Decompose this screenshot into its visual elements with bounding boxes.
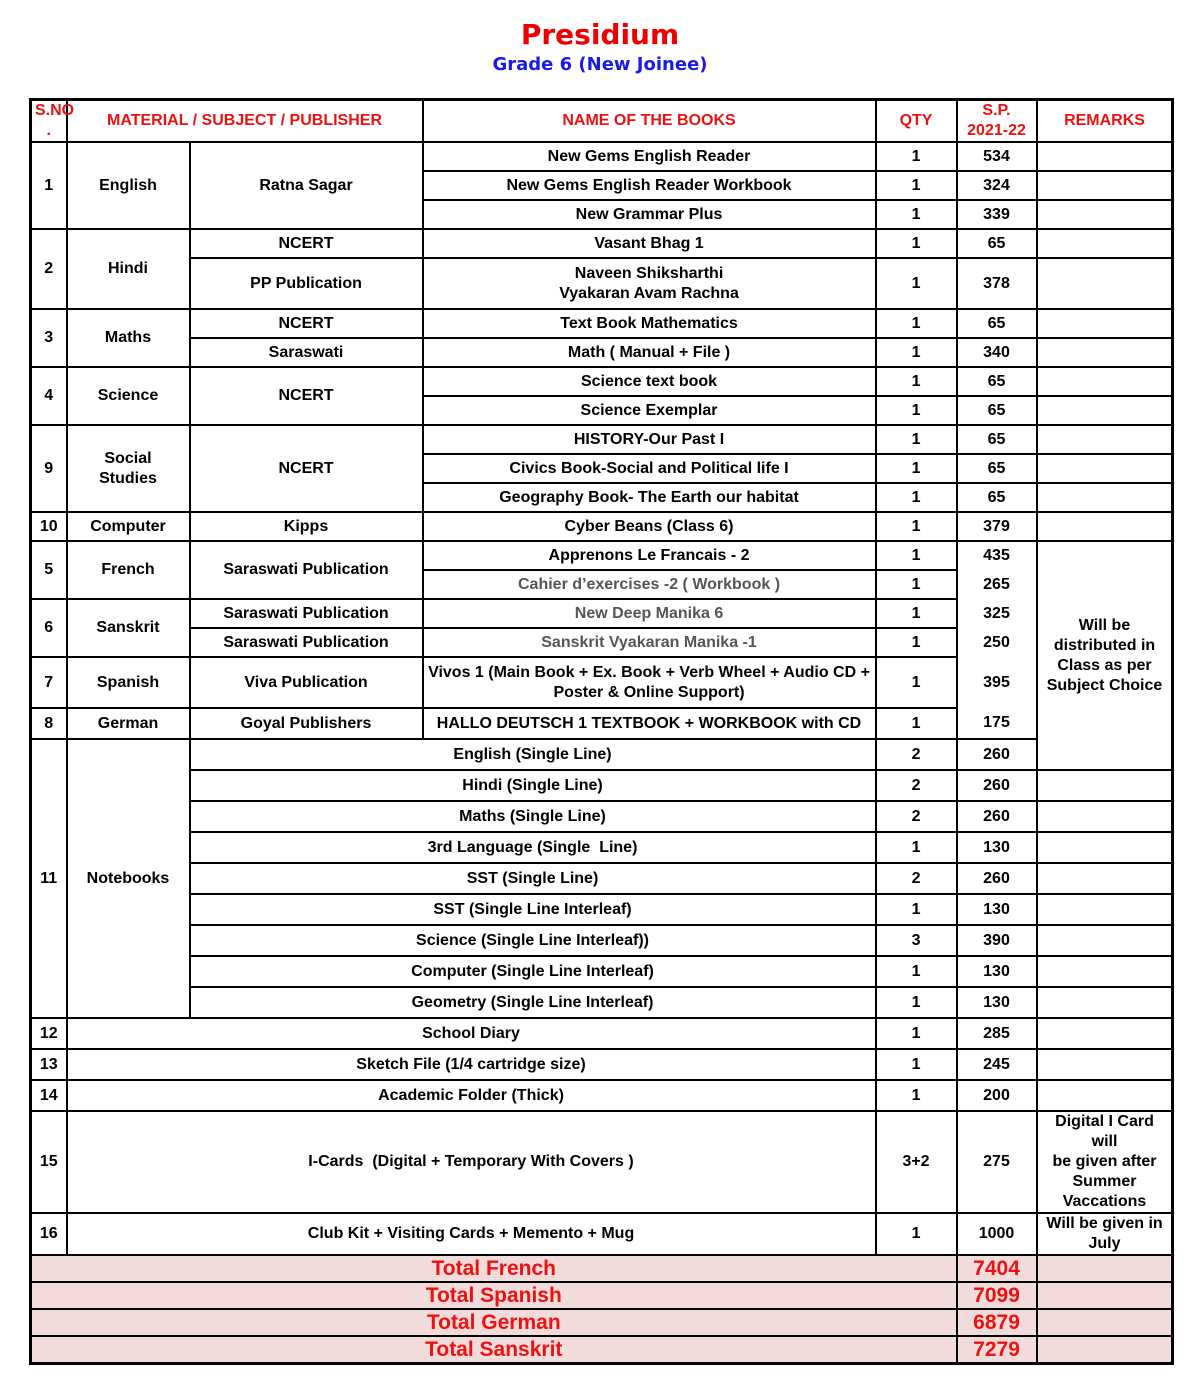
book-name-line: Poster & Online Support)	[553, 683, 745, 701]
qty-cell: 3+2	[876, 1111, 957, 1213]
publisher-cell: NCERT	[190, 229, 423, 258]
remarks-cell	[1037, 863, 1173, 894]
publisher-cell: Ratna Sagar	[190, 142, 423, 229]
sno-cell: 8	[31, 708, 67, 739]
language-remark-cell	[1037, 541, 1173, 770]
total-row	[31, 1309, 1173, 1336]
publisher-cell: Kipps	[190, 512, 423, 541]
notebook-name-cell: English (Single Line)	[190, 739, 876, 770]
subject-cell: Computer	[67, 512, 190, 541]
page-subtitle: Grade 6 (New Joinee)	[492, 54, 708, 75]
header-sp-label: S.P.	[982, 102, 1011, 119]
table-row	[31, 599, 1173, 628]
price-cell: 130	[957, 987, 1037, 1018]
price-cell: 390	[957, 925, 1037, 956]
sno-cell: 10	[31, 512, 67, 541]
table-row	[31, 832, 1173, 863]
sno-cell: 5	[31, 541, 67, 599]
price-cell: 339	[957, 200, 1037, 229]
remarks-cell	[1037, 925, 1173, 956]
qty-cell: 1	[876, 1049, 957, 1080]
total-value: 7279	[957, 1336, 1037, 1364]
sno-cell: 9	[31, 425, 67, 512]
publisher-cell: PP Publication	[190, 258, 423, 309]
remarks-cell	[1037, 483, 1173, 512]
table-row	[31, 956, 1173, 987]
price-cell: 265	[957, 570, 1037, 599]
remarks-cell	[1037, 396, 1173, 425]
table-row	[31, 338, 1173, 367]
remark-line: be given after	[1052, 1153, 1157, 1170]
price-cell: 435	[957, 541, 1037, 570]
sno-cell: 11	[31, 739, 67, 1018]
price-cell: 65	[957, 483, 1037, 512]
subject-cell: Sanskrit	[67, 599, 190, 657]
remarks-cell	[1037, 200, 1173, 229]
sno-cell: 4	[31, 367, 67, 425]
book-name-cell: Math ( Manual + File )	[423, 338, 876, 367]
sno-cell: 13	[31, 1049, 67, 1080]
sno-cell: 1	[31, 142, 67, 229]
qty-cell: 1	[876, 142, 957, 171]
qty-cell: 1	[876, 657, 957, 708]
table-row	[31, 628, 1173, 657]
notebook-name-cell: 3rd Language (Single Line)	[190, 832, 876, 863]
qty-cell: 1	[876, 367, 957, 396]
remarks-cell	[1037, 987, 1173, 1018]
book-name-cell	[423, 258, 876, 309]
table-row	[31, 657, 1173, 708]
total-row	[31, 1255, 1173, 1282]
price-cell: 340	[957, 338, 1037, 367]
remarks-cell	[1037, 894, 1173, 925]
item-name-cell: Sketch File (1/4 cartridge size)	[67, 1049, 876, 1080]
qty-cell: 1	[876, 483, 957, 512]
qty-cell: 1	[876, 229, 957, 258]
total-label: Total Spanish	[31, 1282, 957, 1309]
table-row	[31, 1049, 1173, 1080]
total-row	[31, 1336, 1173, 1364]
price-cell: 325	[957, 599, 1037, 628]
price-cell: 260	[957, 739, 1037, 770]
qty-cell: 2	[876, 739, 957, 770]
notebook-name-cell: Science (Single Line Interleaf))	[190, 925, 876, 956]
sno-cell: 16	[31, 1213, 67, 1255]
notebook-name-cell: SST (Single Line)	[190, 863, 876, 894]
qty-cell: 1	[876, 541, 957, 570]
remarks-cell	[1037, 832, 1173, 863]
table-row	[31, 1018, 1173, 1049]
header-qty: QTY	[876, 100, 957, 143]
book-list-table	[29, 98, 1174, 1365]
qty-cell: 3	[876, 925, 957, 956]
table-row	[31, 425, 1173, 454]
table-row	[31, 258, 1173, 309]
book-name-cell: New Grammar Plus	[423, 200, 876, 229]
remarks-cell	[1037, 1111, 1173, 1213]
item-name-cell: Club Kit + Visiting Cards + Memento + Mug	[67, 1213, 876, 1255]
price-cell: 395	[957, 657, 1037, 708]
table-row	[31, 541, 1173, 570]
table-row	[31, 512, 1173, 541]
table-row	[31, 1111, 1173, 1213]
qty-cell: 1	[876, 454, 957, 483]
subject-cell: English	[67, 142, 190, 229]
table-row	[31, 142, 1173, 171]
price-cell: 250	[957, 628, 1037, 657]
remark-line: Will be given in	[1046, 1215, 1163, 1232]
book-name-line: Naveen Shiksharthi	[574, 264, 724, 282]
qty-cell: 1	[876, 708, 957, 739]
notebook-name-cell: SST (Single Line Interleaf)	[190, 894, 876, 925]
book-name-cell: Cahier d’exercises -2 ( Workbook )	[423, 570, 876, 599]
remarks-cell	[1037, 1080, 1173, 1111]
remarks-cell	[1037, 1213, 1173, 1255]
publisher-cell: Saraswati Publication	[190, 541, 423, 599]
qty-cell: 1	[876, 425, 957, 454]
table-row	[31, 708, 1173, 739]
book-name-cell: Geography Book- The Earth our habitat	[423, 483, 876, 512]
price-cell: 65	[957, 309, 1037, 338]
qty-cell: 1	[876, 1080, 957, 1111]
item-name-cell: Academic Folder (Thick)	[67, 1080, 876, 1111]
total-value: 7099	[957, 1282, 1037, 1309]
subject-line: Studies	[99, 469, 157, 487]
remarks-cell	[1037, 801, 1173, 832]
book-name-cell: Apprenons Le Francais - 2	[423, 541, 876, 570]
page-title: Presidium	[520, 18, 680, 51]
price-cell: 285	[957, 1018, 1037, 1049]
remarks-cell	[1037, 512, 1173, 541]
price-cell: 379	[957, 512, 1037, 541]
price-cell: 245	[957, 1049, 1037, 1080]
qty-cell: 1	[876, 987, 957, 1018]
remarks-cell	[1037, 258, 1173, 309]
price-cell: 1000	[957, 1213, 1037, 1255]
remarks-cell	[1037, 367, 1173, 396]
sno-cell: 3	[31, 309, 67, 367]
price-cell: 534	[957, 142, 1037, 171]
subject-line: Social	[104, 449, 152, 467]
subject-cell: Notebooks	[67, 739, 190, 1018]
table-row	[31, 1080, 1173, 1111]
table-row	[31, 367, 1173, 396]
subject-cell: Science	[67, 367, 190, 425]
total-blank-cell	[1037, 1255, 1173, 1282]
notebook-name-cell: Hindi (Single Line)	[190, 770, 876, 801]
qty-cell: 2	[876, 801, 957, 832]
price-cell: 378	[957, 258, 1037, 309]
book-name-line: Vivos 1 (Main Book + Ex. Book + Verb Wheel + Audio CD +	[428, 663, 870, 681]
price-cell: 175	[957, 708, 1037, 739]
price-cell: 260	[957, 770, 1037, 801]
header-books: NAME OF THE BOOKS	[423, 100, 876, 143]
book-name-line: Vyakaran Avam Rachna	[559, 284, 739, 302]
book-name-cell	[423, 657, 876, 708]
price-cell: 260	[957, 801, 1037, 832]
price-cell: 275	[957, 1111, 1037, 1213]
price-cell: 65	[957, 229, 1037, 258]
total-value: 7404	[957, 1255, 1037, 1282]
qty-cell: 1	[876, 1213, 957, 1255]
subject-cell: Hindi	[67, 229, 190, 309]
price-cell: 65	[957, 367, 1037, 396]
qty-cell: 1	[876, 396, 957, 425]
book-name-cell: HALLO DEUTSCH 1 TEXTBOOK + WORKBOOK with CD	[423, 708, 876, 739]
remarks-cell	[1037, 171, 1173, 200]
subject-cell: French	[67, 541, 190, 599]
qty-cell: 1	[876, 512, 957, 541]
subject-cell	[67, 425, 190, 512]
remarks-cell	[1037, 770, 1173, 801]
header-sp-year: 2021-22	[967, 122, 1026, 139]
publisher-cell: Goyal Publishers	[190, 708, 423, 739]
remark-line: Vaccations	[1062, 1193, 1147, 1210]
header-remarks: REMARKS	[1037, 100, 1173, 143]
price-cell: 200	[957, 1080, 1037, 1111]
sno-cell: 2	[31, 229, 67, 309]
publisher-cell: NCERT	[190, 425, 423, 512]
publisher-cell: Saraswati Publication	[190, 628, 423, 657]
notebook-name-cell: Maths (Single Line)	[190, 801, 876, 832]
remarks-cell	[1037, 309, 1173, 338]
total-row	[31, 1282, 1173, 1309]
publisher-cell: Viva Publication	[190, 657, 423, 708]
qty-cell: 1	[876, 956, 957, 987]
price-cell: 65	[957, 454, 1037, 483]
publisher-cell: NCERT	[190, 309, 423, 338]
total-label: Total Sanskrit	[31, 1336, 957, 1364]
total-value: 6879	[957, 1309, 1037, 1336]
remark-line: Will be	[1078, 616, 1131, 634]
book-name-cell: Vasant Bhag 1	[423, 229, 876, 258]
item-name-cell: School Diary	[67, 1018, 876, 1049]
remarks-cell	[1037, 1018, 1173, 1049]
sno-cell: 6	[31, 599, 67, 657]
price-cell: 324	[957, 171, 1037, 200]
book-name-cell: New Deep Manika 6	[423, 599, 876, 628]
item-name-cell: I-Cards (Digital + Temporary With Covers )	[67, 1111, 876, 1213]
remark-line: Class as per	[1057, 656, 1152, 674]
price-cell: 260	[957, 863, 1037, 894]
book-name-cell: Civics Book-Social and Political life I	[423, 454, 876, 483]
total-label: Total French	[31, 1255, 957, 1282]
qty-cell: 1	[876, 570, 957, 599]
publisher-cell: NCERT	[190, 367, 423, 425]
remarks-cell	[1037, 1049, 1173, 1080]
qty-cell: 1	[876, 628, 957, 657]
book-name-cell: Science Exemplar	[423, 396, 876, 425]
table-row	[31, 987, 1173, 1018]
table-row	[31, 770, 1173, 801]
qty-cell: 1	[876, 258, 957, 309]
price-cell: 65	[957, 396, 1037, 425]
book-name-cell: New Gems English Reader	[423, 142, 876, 171]
price-cell: 130	[957, 894, 1037, 925]
qty-cell: 1	[876, 894, 957, 925]
book-name-cell: Sanskrit Vyakaran Manika -1	[423, 628, 876, 657]
remarks-cell	[1037, 142, 1173, 171]
book-name-cell: Cyber Beans (Class 6)	[423, 512, 876, 541]
sno-cell: 12	[31, 1018, 67, 1049]
subject-cell: Spanish	[67, 657, 190, 708]
notebook-name-cell: Geometry (Single Line Interleaf)	[190, 987, 876, 1018]
table-row	[31, 739, 1173, 770]
publisher-cell: Saraswati Publication	[190, 599, 423, 628]
table-row	[31, 1213, 1173, 1255]
qty-cell: 1	[876, 171, 957, 200]
remark-line: Summer	[1072, 1173, 1137, 1190]
table-row	[31, 925, 1173, 956]
remarks-cell	[1037, 956, 1173, 987]
header-sp	[957, 100, 1037, 143]
sno-cell: 15	[31, 1111, 67, 1213]
price-cell: 130	[957, 956, 1037, 987]
header-sno: S.NO .	[31, 100, 67, 143]
qty-cell: 2	[876, 863, 957, 894]
total-blank-cell	[1037, 1336, 1173, 1364]
book-name-cell: Text Book Mathematics	[423, 309, 876, 338]
subject-cell: German	[67, 708, 190, 739]
publisher-cell: Saraswati	[190, 338, 423, 367]
qty-cell: 1	[876, 599, 957, 628]
table-row	[31, 801, 1173, 832]
remarks-cell	[1037, 425, 1173, 454]
qty-cell: 2	[876, 770, 957, 801]
table-row	[31, 863, 1173, 894]
table-row	[31, 894, 1173, 925]
remark-line: Subject Choice	[1046, 676, 1163, 694]
header-material: MATERIAL / SUBJECT / PUBLISHER	[67, 100, 423, 143]
remarks-cell	[1037, 229, 1173, 258]
total-blank-cell	[1037, 1309, 1173, 1336]
qty-cell: 1	[876, 200, 957, 229]
header-row	[31, 100, 1173, 143]
remarks-cell	[1037, 338, 1173, 367]
total-label: Total German	[31, 1309, 957, 1336]
table-row	[31, 309, 1173, 338]
book-name-cell: Science text book	[423, 367, 876, 396]
qty-cell: 1	[876, 832, 957, 863]
notebook-name-cell: Computer (Single Line Interleaf)	[190, 956, 876, 987]
remark-line: July	[1088, 1235, 1121, 1252]
sno-cell: 7	[31, 657, 67, 708]
remark-line: Digital I Card will	[1055, 1113, 1154, 1150]
sno-cell: 14	[31, 1080, 67, 1111]
subject-cell: Maths	[67, 309, 190, 367]
book-name-cell: HISTORY-Our Past I	[423, 425, 876, 454]
remark-line: distributed in	[1053, 636, 1156, 654]
price-cell: 65	[957, 425, 1037, 454]
remarks-cell	[1037, 454, 1173, 483]
table-row	[31, 229, 1173, 258]
qty-cell: 1	[876, 309, 957, 338]
total-blank-cell	[1037, 1282, 1173, 1309]
qty-cell: 1	[876, 1018, 957, 1049]
book-name-cell: New Gems English Reader Workbook	[423, 171, 876, 200]
qty-cell: 1	[876, 338, 957, 367]
price-cell: 130	[957, 832, 1037, 863]
